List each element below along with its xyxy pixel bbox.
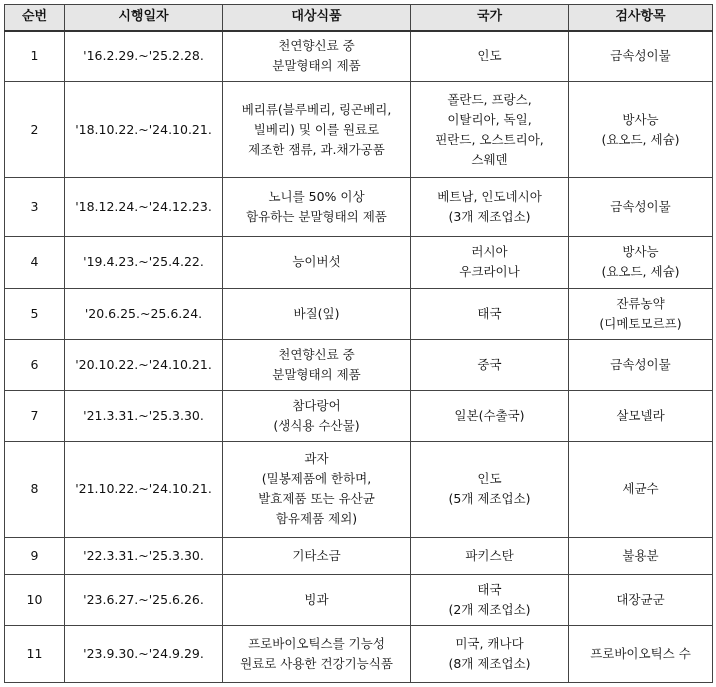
- row-no: 10: [5, 574, 65, 625]
- row-date: '18.10.22.~'24.10.21.: [65, 82, 223, 178]
- row-food: 천연향신료 중 분말형태의 제품: [223, 339, 411, 390]
- row-date: '19.4.23.~'25.4.22.: [65, 237, 223, 288]
- row-date: '21.3.31.~'25.3.30.: [65, 390, 223, 441]
- table-row: [5, 625, 713, 682]
- row-no: 3: [5, 178, 65, 237]
- row-date: '18.12.24.~'24.12.23.: [65, 178, 223, 237]
- header-no: 순번: [5, 5, 65, 31]
- row-country: 태국 (2개 제조업소): [411, 574, 569, 625]
- row-food: 베리류(블루베리, 링곤베리, 빌베리) 및 이를 원료로 제조한 잼류, 과.채가공품: [223, 82, 411, 178]
- table-row: [5, 178, 713, 237]
- header-date: 시행일자: [65, 5, 223, 31]
- row-food: 과자 (밀봉제품에 한하며, 발효제품 또는 유산균 함유제품 제외): [223, 441, 411, 537]
- row-no: 8: [5, 441, 65, 537]
- row-food: 바질(잎): [223, 288, 411, 339]
- table-row: [5, 31, 713, 82]
- row-item: 방사능 (요오드, 세슘): [569, 82, 713, 178]
- row-item: 잔류농약 (디메토모르프): [569, 288, 713, 339]
- row-item: 금속성이물: [569, 339, 713, 390]
- row-date: '22.3.31.~'25.3.30.: [65, 537, 223, 574]
- table-row: [5, 537, 713, 574]
- row-no: 11: [5, 625, 65, 682]
- row-item: 불용분: [569, 537, 713, 574]
- table-row: [5, 390, 713, 441]
- header-item: 검사항목: [569, 5, 713, 31]
- row-no: 5: [5, 288, 65, 339]
- row-no: 9: [5, 537, 65, 574]
- row-food: 기타소금: [223, 537, 411, 574]
- header-row: [5, 5, 713, 31]
- row-country: 일본(수출국): [411, 390, 569, 441]
- row-no: 4: [5, 237, 65, 288]
- row-no: 7: [5, 390, 65, 441]
- row-country: 폴란드, 프랑스, 이탈리아, 독일, 핀란드, 오스트리아, 스웨덴: [411, 82, 569, 178]
- row-food: 프로바이오틱스를 기능성 원료로 사용한 건강기능식품: [223, 625, 411, 682]
- row-item: 금속성이물: [569, 31, 713, 82]
- table-row: [5, 237, 713, 288]
- row-item: 살모넬라: [569, 390, 713, 441]
- header-food: 대상식품: [223, 5, 411, 31]
- row-no: 2: [5, 82, 65, 178]
- inspection-table: [4, 4, 713, 683]
- row-item: 대장균군: [569, 574, 713, 625]
- row-date: '20.6.25.~25.6.24.: [65, 288, 223, 339]
- row-country: 중국: [411, 339, 569, 390]
- table-row: [5, 339, 713, 390]
- row-country: 인도: [411, 31, 569, 82]
- row-item: 프로바이오틱스 수: [569, 625, 713, 682]
- row-food: 천연향신료 중 분말형태의 제품: [223, 31, 411, 82]
- row-country: 러시아 우크라이나: [411, 237, 569, 288]
- table-row: [5, 288, 713, 339]
- row-country: 미국, 캐나다 (8개 제조업소): [411, 625, 569, 682]
- row-date: '23.9.30.~'24.9.29.: [65, 625, 223, 682]
- row-country: 인도 (5개 제조업소): [411, 441, 569, 537]
- row-item: 방사능 (요오드, 세슘): [569, 237, 713, 288]
- table-row: [5, 82, 713, 178]
- header-country: 국가: [411, 5, 569, 31]
- row-country: 베트남, 인도네시아 (3개 제조업소): [411, 178, 569, 237]
- row-date: '16.2.29.~'25.2.28.: [65, 31, 223, 82]
- row-food: 참다랑어 (생식용 수산물): [223, 390, 411, 441]
- row-food: 노니를 50% 이상 함유하는 분말형태의 제품: [223, 178, 411, 237]
- table-row: [5, 574, 713, 625]
- row-date: '23.6.27.~'25.6.26.: [65, 574, 223, 625]
- row-food: 빙과: [223, 574, 411, 625]
- row-food: 능이버섯: [223, 237, 411, 288]
- row-country: 파키스탄: [411, 537, 569, 574]
- row-date: '21.10.22.~'24.10.21.: [65, 441, 223, 537]
- row-country: 태국: [411, 288, 569, 339]
- row-item: 금속성이물: [569, 178, 713, 237]
- row-date: '20.10.22.~'24.10.21.: [65, 339, 223, 390]
- table-row: [5, 441, 713, 537]
- row-no: 6: [5, 339, 65, 390]
- row-item: 세균수: [569, 441, 713, 537]
- row-no: 1: [5, 31, 65, 82]
